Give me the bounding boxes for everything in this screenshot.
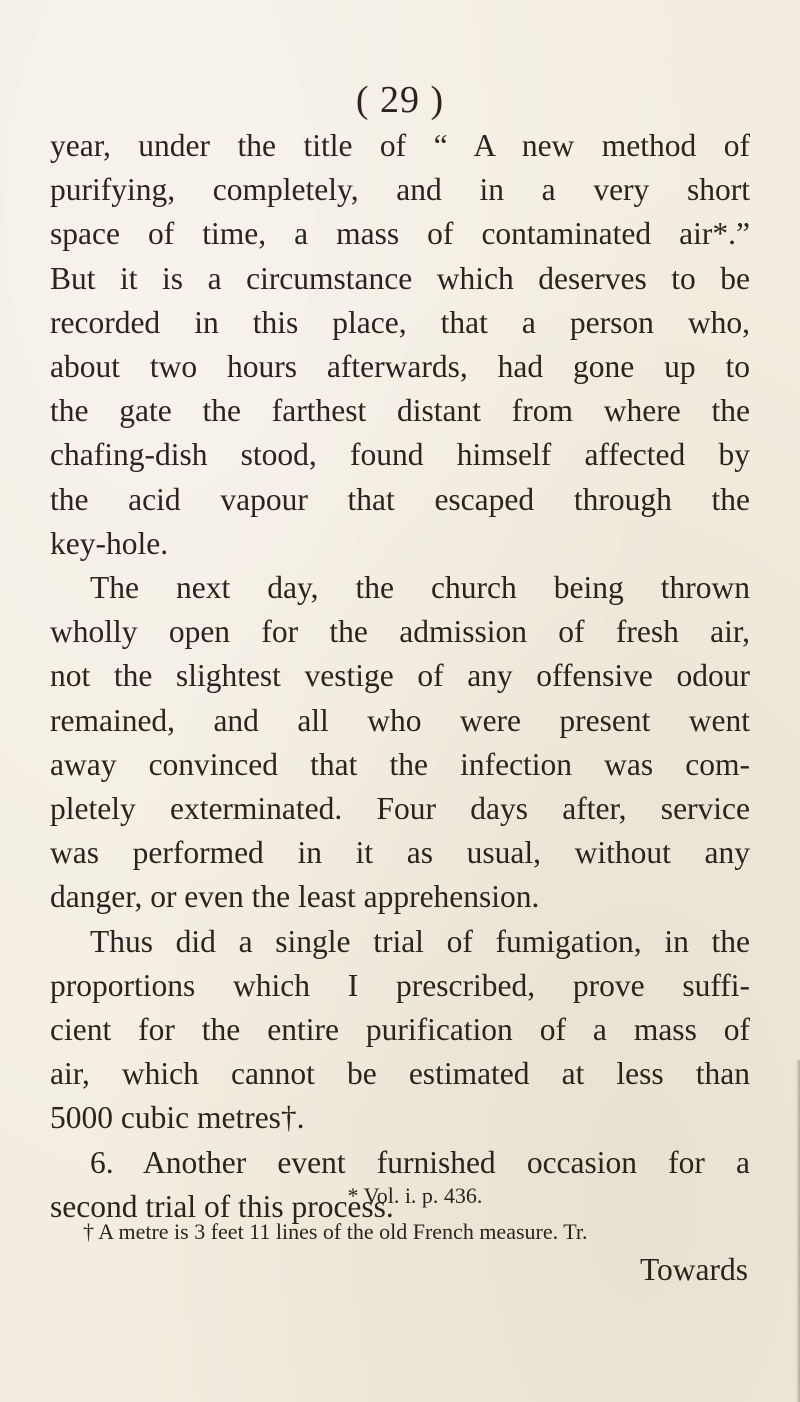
footnotes: [50, 1178, 750, 1250]
text-line: 5000 cubic metres†.: [50, 1100, 305, 1136]
page-number: ( 29 ): [355, 79, 445, 121]
text-line: danger, or even the least apprehension.: [50, 879, 540, 915]
paragraph-2: [50, 566, 750, 920]
text-line: purifying, completely, and in a very short: [50, 172, 750, 208]
text-line: key-hole.: [50, 525, 169, 561]
text-line: about two hours afterwards, had gone up to: [50, 349, 750, 385]
text-line: pletely exterminated. Four days after, service: [50, 791, 750, 827]
text-line: year, under the title of “ A new method of: [50, 128, 750, 163]
text-line: away convinced that the infection was com-: [50, 746, 750, 782]
text-line: cient for the entire purification of a mass of: [50, 1012, 750, 1048]
text-line: not the slightest vestige of any offensive odour: [50, 658, 750, 694]
paragraph-3: [50, 920, 750, 1141]
text-line: But it is a circumstance which deserves to be: [50, 260, 750, 296]
text-line: remained, and all who were present went: [50, 702, 750, 738]
paragraph-1: [50, 124, 750, 566]
text-line: wholly open for the admission of fresh air,: [50, 614, 750, 650]
text-line: was performed in it as usual, without any: [50, 835, 750, 871]
text-line: second trial of this process.: [50, 1188, 394, 1224]
footnote-1: * Vol. i. p. 436.: [347, 1183, 483, 1208]
footnote-2: † A metre is 3 feet 11 lines of the old French measure. Tr.: [83, 1219, 588, 1244]
text-line: the gate the farthest distant from where the: [50, 393, 750, 429]
text-line: 6. Another event furnished occasion for a: [90, 1144, 750, 1180]
body-text: [50, 124, 750, 1229]
text-line: space of time, a mass of contaminated air*.”: [50, 216, 750, 252]
text-line: Thus did a single trial of fumigation, in the: [90, 923, 750, 959]
text-line: proportions which I prescribed, prove suffi-: [50, 967, 750, 1003]
page-edge-shadow: [796, 1060, 800, 1402]
text-line: chafing-dish stood, found himself affected by: [50, 437, 750, 473]
text-line: recorded in this place, that a person who,: [50, 304, 750, 340]
text-line: the acid vapour that escaped through the: [50, 481, 750, 517]
text-line: The next day, the church being thrown: [90, 570, 750, 606]
catchword: Towards: [639, 1252, 748, 1287]
text-line: air, which cannot be estimated at less than: [50, 1056, 750, 1092]
